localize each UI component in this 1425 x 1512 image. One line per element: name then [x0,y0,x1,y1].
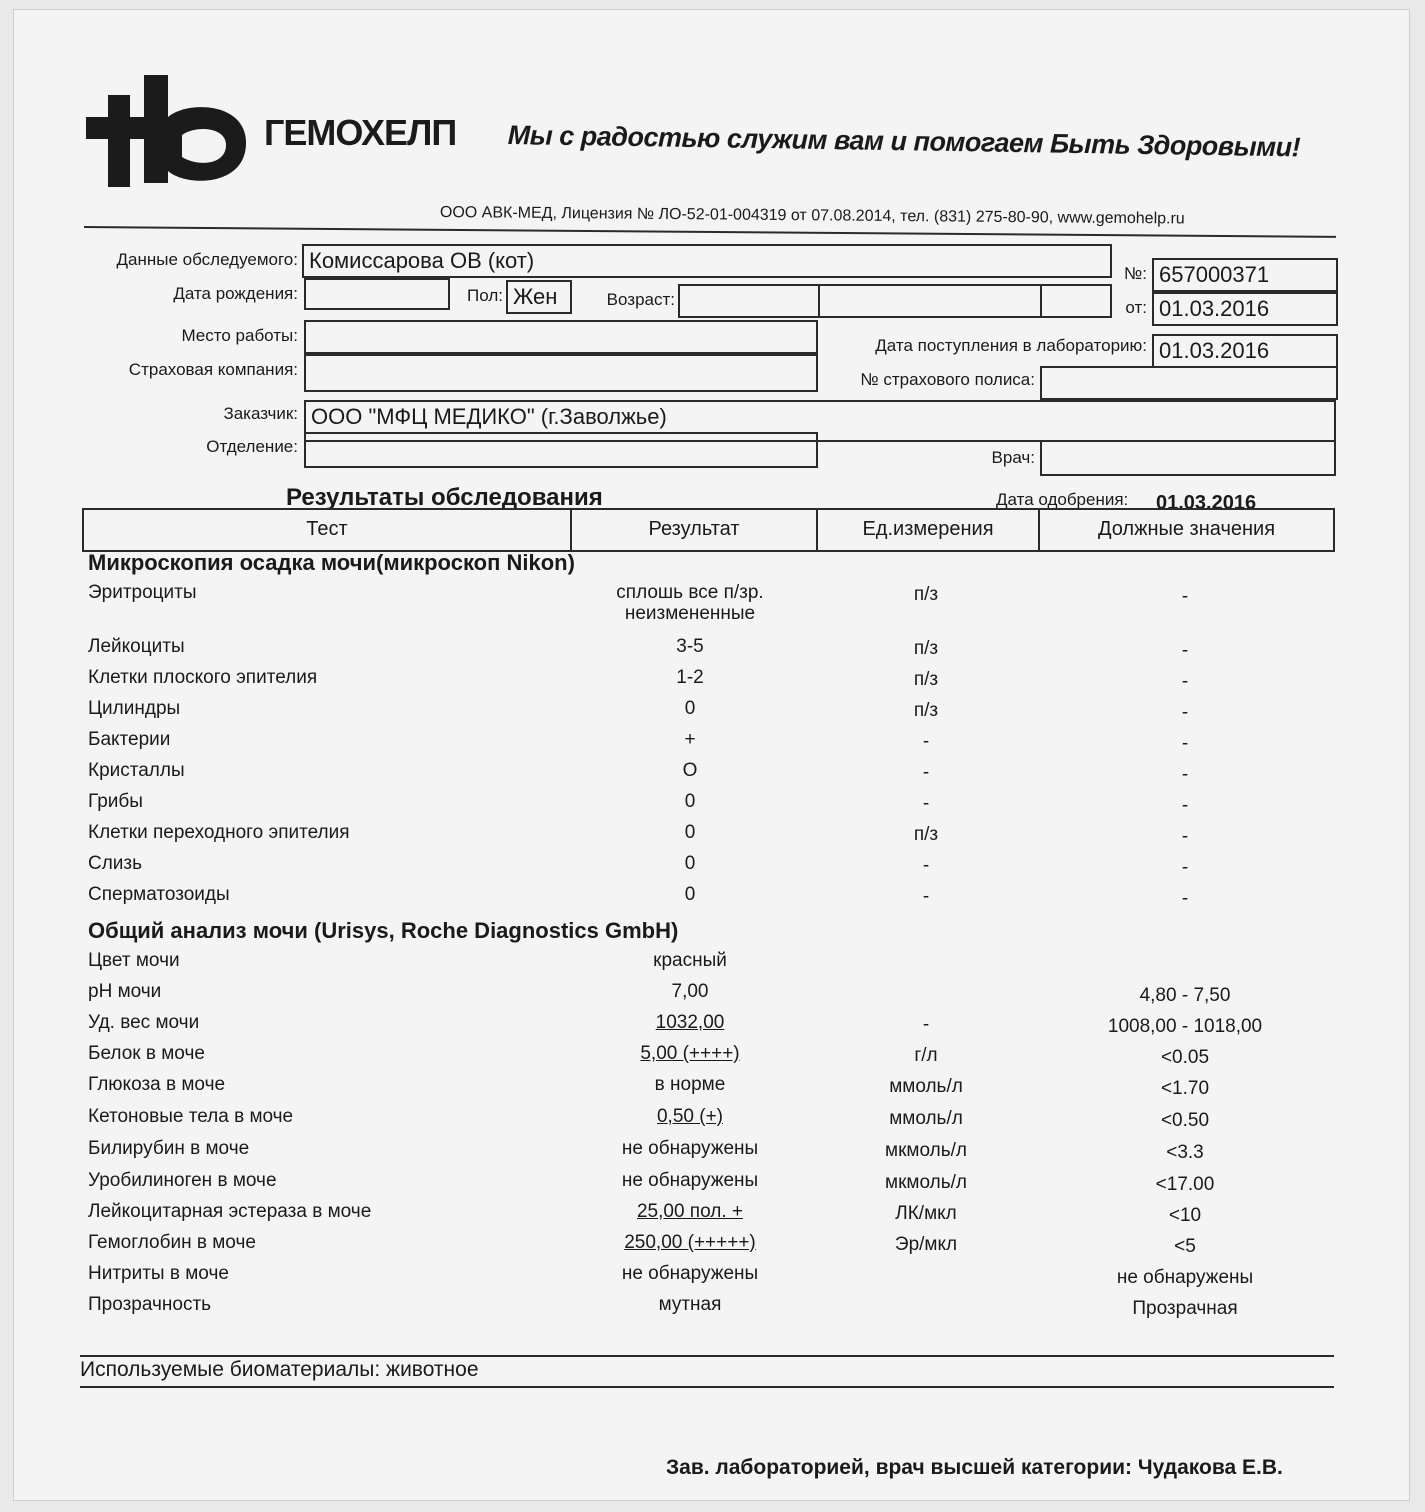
footer-divider-bottom [80,1386,1334,1388]
test-name: Цвет мочи [88,950,180,971]
test-norm: - [1181,826,1189,847]
table-row [0,1294,1425,1324]
lab-date-field: 01.03.2016 [1152,334,1338,368]
test-norm: - [1181,733,1189,754]
table-row [0,1263,1425,1293]
table-row [0,1138,1425,1168]
table-row [0,698,1425,728]
test-unit: - [922,886,930,907]
test-unit: п/з [913,638,939,659]
test-unit: ЛК/мкл [895,1203,957,1224]
test-norm: <0.05 [1160,1047,1210,1068]
test-norm: <17.00 [1155,1174,1215,1195]
customer-label: Заказчик: [223,404,298,423]
table-row [0,1201,1425,1231]
test-norm: - [1181,888,1189,909]
test-name: Цилиндры [88,698,181,719]
test-name: Сперматозоиды [88,884,230,905]
number-label: №: [1124,264,1147,283]
test-norm: <10 [1168,1205,1202,1226]
test-name: Глюкоза в моче [88,1074,226,1095]
test-name: Уробилиноген в моче [88,1170,277,1191]
test-result: красный [653,950,727,971]
test-name: Кристаллы [88,760,185,781]
birth-label: Дата рождения: [173,284,298,303]
test-norm: - [1181,671,1189,692]
col-result: Результат [572,510,818,550]
doctor-label: Врач: [991,448,1035,467]
test-unit: мкмоль/л [885,1140,967,1161]
age-field [678,284,1112,318]
table-row [0,667,1425,697]
test-unit: мкмоль/л [885,1172,967,1193]
test-name: Нитриты в моче [88,1263,229,1284]
test-name: Бактерии [88,729,171,750]
insurance-field [304,354,818,392]
test-unit: п/з [913,584,939,605]
test-result: 0,50 (+) [656,1106,723,1127]
test-result: в норме [654,1074,726,1095]
test-result: 250,00 (+++++) [624,1232,756,1253]
table-row [0,822,1425,852]
test-result: 0 [684,791,696,812]
test-norm: 1008,00 - 1018,00 [1107,1016,1263,1037]
patient-field: Комиссарова ОВ (кот) [302,244,1112,278]
test-unit: ммоль/л [889,1076,963,1097]
table-row [0,791,1425,821]
insurance-label: Страховая компания: [128,360,298,379]
test-norm: - [1181,857,1189,878]
from-field: 01.03.2016 [1152,292,1338,326]
table-row [0,760,1425,790]
test-name: Лейкоциты [88,636,185,657]
table-row [0,1043,1425,1073]
dept-label: Отделение: [206,437,298,456]
test-result: 1-2 [676,667,704,688]
table-row [0,582,1425,624]
table-row [0,1232,1425,1262]
test-unit: - [922,1014,930,1035]
test-name: Слизь [88,853,143,874]
test-unit: г/л [914,1045,938,1066]
hb-logo-icon [86,75,256,187]
from-label: от: [1125,298,1147,317]
test-result: 0 [684,822,696,843]
results-title: Результаты обследования [286,484,603,511]
test-norm: - [1181,586,1189,607]
dept-field [304,432,818,468]
patient-label: Данные обследуемого: [116,250,298,269]
sex-field: Жен [506,280,572,314]
age-label: Возраст: [606,290,675,309]
test-norm: - [1181,764,1189,785]
test-unit: - [922,855,930,876]
birth-field [304,278,450,310]
table-row [0,1106,1425,1136]
test-result: не обнаружены [621,1263,759,1284]
table-row [0,1012,1425,1042]
table-row [0,636,1425,666]
test-norm: <3.3 [1166,1142,1204,1163]
test-name: Грибы [88,791,143,812]
table-row [0,853,1425,883]
test-norm: не обнаружены [1116,1267,1254,1288]
test-norm: <1.70 [1160,1078,1210,1099]
customer-field: ООО "МФЦ МЕДИКО" (г.Заволжье) [304,400,1336,442]
group-urinalysis-title: Общий анализ мочи (Urisys, Roche Diagnostics GmbH) [88,918,679,943]
test-result: не обнаружены [621,1138,759,1159]
test-unit: п/з [913,824,939,845]
test-norm: <5 [1174,1236,1196,1257]
signature-line: Зав. лабораторией, врач высшей категории: Чудакова Е.В. [666,1456,1283,1479]
license-line: ООО АВК-МЕД, Лицензия № ЛО-52-01-004319 от 07.08.2014, тел. (831) 275-80-90, www.gemohelp.ru [439,204,1185,228]
test-result: 5,00 (++++) [640,1043,740,1064]
age-field-divider [1040,284,1042,318]
test-result: 7,00 [671,981,709,1002]
test-unit: - [922,762,930,783]
approval-label: Дата одобрения: [996,490,1129,509]
test-norm: - [1181,702,1189,723]
test-name: Билирубин в моче [88,1138,250,1159]
test-name: Кетоновые тела в моче [88,1106,294,1127]
test-norm: <0.50 [1160,1110,1210,1131]
table-row [0,1170,1425,1200]
test-result: 1032,00 [655,1012,725,1033]
age-field-divider [818,284,820,318]
table-row [0,981,1425,1011]
test-unit: ммоль/л [889,1108,963,1129]
test-unit: п/з [913,700,939,721]
table-row [0,950,1425,980]
results-table-header [82,508,1335,552]
test-name: pH мочи [88,981,162,1002]
table-row [0,729,1425,759]
test-name: Уд. вес мочи [88,1012,200,1033]
test-result: 0 [684,853,696,874]
test-result: О [682,760,698,781]
test-result: 3-5 [676,636,704,657]
policy-label: № страхового полиса: [860,370,1035,389]
test-result: мутная [658,1294,722,1315]
test-name: Эритроциты [88,582,197,603]
test-name: Прозрачность [88,1294,212,1315]
work-label: Место работы: [181,326,298,345]
test-norm: Прозрачная [1132,1298,1238,1319]
test-norm: - [1181,640,1189,661]
test-name: Белок в моче [88,1043,205,1064]
test-unit: - [922,793,930,814]
lab-date-label: Дата поступления в лабораторию: [875,336,1147,355]
col-norm: Должные значения [1097,518,1276,540]
test-unit: - [922,731,930,752]
test-name: Клетки переходного эпителия [88,822,350,843]
test-name: Гемоглобин в моче [88,1232,256,1253]
test-result: 25,00 пол. + [636,1201,743,1222]
table-row [0,884,1425,914]
approval-date: 01.03.2016 [1156,492,1257,514]
col-unit: Ед.измерения [818,510,1040,550]
sex-label: Пол: [467,286,503,305]
work-field [304,320,818,354]
test-name: Лейкоцитарная эстераза в моче [88,1201,372,1222]
test-unit: п/з [913,669,939,690]
table-row [0,1074,1425,1104]
test-norm: 4,80 - 7,50 [1139,985,1231,1006]
col-test: Тест [84,510,572,550]
test-norm: - [1181,795,1189,816]
test-result: 0 [684,884,696,905]
test-result: 0 [684,698,696,719]
footer-divider-top [80,1355,1334,1357]
test-result: + [684,729,696,750]
test-result: сплошь все п/зр. неизмененные [616,582,764,624]
slogan: Мы с радостью служим вам и помогаем Быть Здоровыми! [507,120,1301,163]
test-result: не обнаружены [621,1170,759,1191]
policy-field [1040,366,1338,400]
brand-name: ГЕМОХЕЛП [264,112,457,153]
doctor-field [1040,440,1336,476]
biomaterial-note: Используемые биоматериалы: животное [80,1358,479,1381]
number-field: 657000371 [1152,258,1338,292]
test-unit: Эр/мкл [894,1234,958,1255]
group-microscopy-title: Микроскопия осадка мочи(микроскоп Nikon) [88,550,575,575]
test-name: Клетки плоского эпителия [88,667,318,688]
